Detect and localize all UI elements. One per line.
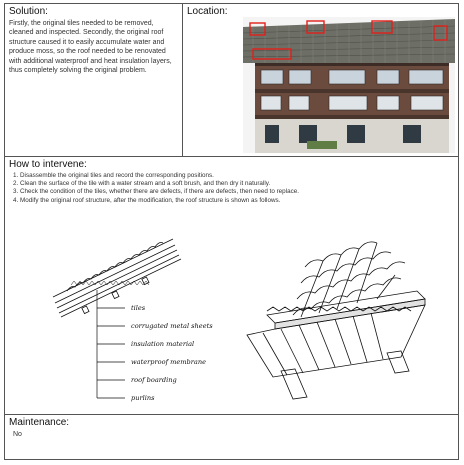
layer-label: roof boarding: [131, 376, 177, 384]
leader-lines: [97, 290, 125, 398]
layer-label: tiles: [131, 304, 146, 312]
intervene-heading: How to intervene:: [9, 159, 87, 170]
location-heading: Location:: [187, 6, 228, 17]
maintenance-heading: Maintenance:: [9, 417, 70, 428]
step-item: 3. Check the condition of the tiles, whether there are defects, if there are defects, then need to replace.: [13, 188, 299, 196]
layer-label: waterproof membrane: [131, 358, 206, 366]
intervene-section: [5, 157, 458, 415]
maintenance-section: [5, 415, 458, 459]
layer-label: insulation material: [131, 340, 195, 348]
solution-heading: Solution:: [9, 6, 48, 17]
solution-text: Firstly, the original tiles needed to be removed, cleaned and inspected. Secondly, the original roof structure caused it to easily accumulate water and produce moss, so the roof needed to be renovated with additional waterproof and heat insulation layers, thus completely solving the original problem.: [9, 20, 172, 75]
solution-section: [5, 4, 183, 157]
condition-sheet: [4, 3, 459, 460]
step-item: 1. Disassemble the original tiles and record the corresponding positions.: [13, 172, 214, 179]
building-photo: [243, 17, 455, 153]
section-drawing: [53, 239, 181, 317]
step-item: 2. Clean the surface of the tile with a water stream and a soft brush, and then dry it naturally.: [13, 180, 271, 188]
layer-label: purlins: [131, 394, 155, 402]
maintenance-value: No: [13, 431, 22, 438]
roof-section-sketch: [5, 157, 458, 413]
layer-label: corrugated metal sheets: [131, 322, 213, 330]
location-section: [183, 4, 458, 157]
axonometric-drawing: [247, 242, 425, 399]
step-item: 4. Modify the original roof structure, after the modification, the roof structure is shown as follows.: [13, 196, 281, 204]
